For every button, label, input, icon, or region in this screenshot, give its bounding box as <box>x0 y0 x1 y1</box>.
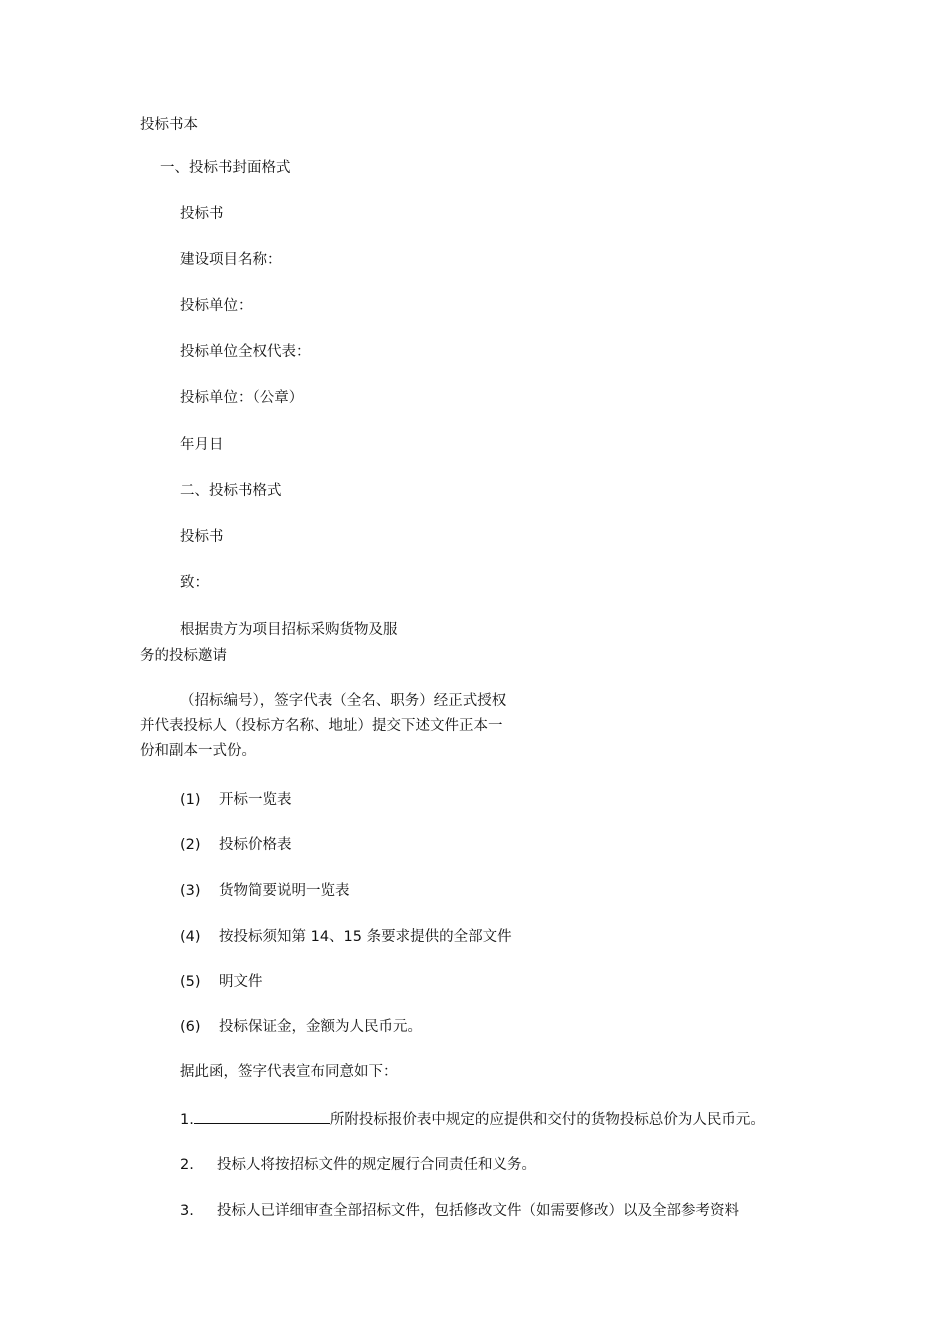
document-title: 投标书本 <box>140 117 198 133</box>
term-number: 1. <box>180 1112 194 1128</box>
list-item <box>180 790 292 810</box>
list-item-text: 明文件 <box>219 974 263 990</box>
paragraph-line: （招标编号），签字代表（全名、职务）经正式授权 <box>180 693 507 709</box>
list-item <box>180 881 350 901</box>
representative-label: 投标单位全权代表： <box>180 344 311 360</box>
term-text: 投标人将按招标文件的规定履行合同责任和义务。 <box>217 1157 536 1173</box>
list-item-number: (2) <box>180 837 201 853</box>
list-item-text: 货物简要说明一览表 <box>219 883 350 899</box>
list-item-number: (5) <box>180 974 201 990</box>
list-item-text: 投标保证金，金额为人民币元。 <box>219 1019 422 1035</box>
list-item <box>180 835 292 855</box>
paragraph-line: 根据贵方为项目招标采购货物及服 <box>180 622 398 638</box>
blank-fill-line <box>194 1109 330 1124</box>
paragraph-line: 并代表投标人（投标方名称、地址）提交下述文件正本一 <box>140 718 503 734</box>
list-item-text: 按投标须知第 14、15 条要求提供的全部文件 <box>219 929 512 945</box>
recipient-label: 致： <box>180 575 209 591</box>
term-text: 所附投标报价表中规定的应提供和交付的货物投标总价为人民币元。 <box>329 1112 765 1128</box>
section-heading-cover: 一、投标书封面格式 <box>160 160 291 176</box>
section-heading-letter: 二、投标书格式 <box>180 483 282 499</box>
list-item <box>180 972 263 992</box>
paragraph-line: 份和副本一式份。 <box>140 743 256 759</box>
list-item-text: 投标价格表 <box>219 837 292 853</box>
list-item-number: (6) <box>180 1019 201 1035</box>
project-name-label: 建设项目名称： <box>180 252 282 268</box>
list-item-number: (3) <box>180 883 201 899</box>
list-item-text: 开标一览表 <box>219 792 292 808</box>
list-item <box>180 927 512 947</box>
term-item <box>180 1109 765 1130</box>
declaration-text: 据此函，签字代表宣布同意如下： <box>180 1064 398 1080</box>
letter-title: 投标书 <box>180 529 224 545</box>
term-item <box>180 1155 536 1175</box>
seal-label: 投标单位：（公章） <box>180 390 304 406</box>
term-number: 3. <box>180 1203 194 1219</box>
term-item <box>180 1201 739 1221</box>
term-text: 投标人已详细审查全部招标文件，包括修改文件（如需要修改）以及全部参考资料 <box>217 1203 739 1219</box>
date-label: 年月日 <box>180 437 224 453</box>
paragraph-line: 务的投标邀请 <box>140 648 227 664</box>
list-item <box>180 1017 422 1037</box>
bidder-label: 投标单位： <box>180 298 253 314</box>
term-number: 2. <box>180 1157 194 1173</box>
list-item-number: (1) <box>180 792 201 808</box>
list-item-number: (4) <box>180 929 201 945</box>
cover-title: 投标书 <box>180 206 224 222</box>
